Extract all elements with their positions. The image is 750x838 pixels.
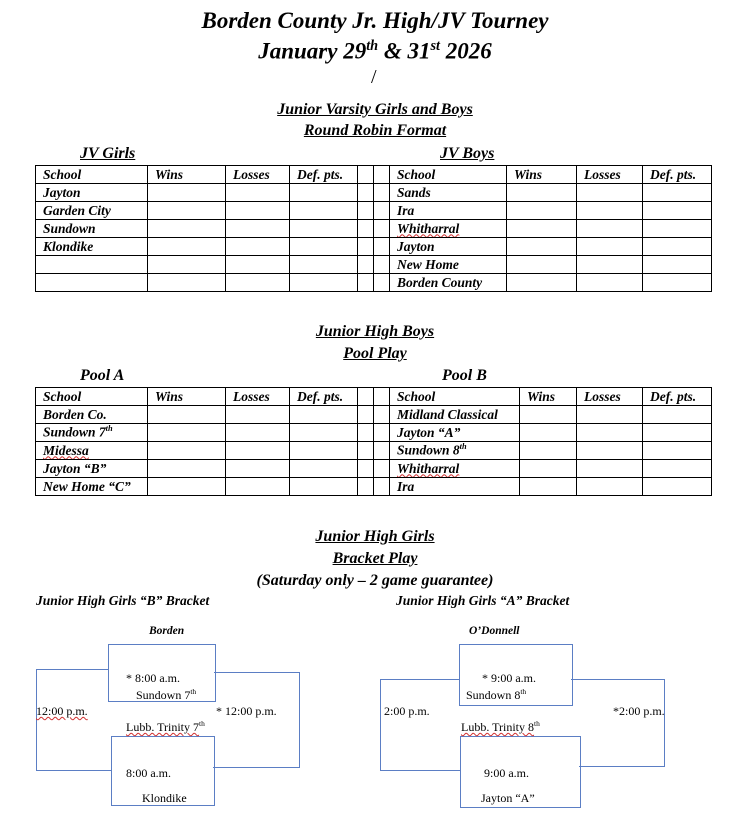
a-team-mid — [461, 719, 540, 735]
def-pts-cell — [643, 460, 712, 478]
wins-cell — [520, 442, 577, 460]
table-row — [36, 274, 712, 292]
table-header-row — [36, 166, 712, 184]
losses-cell — [577, 256, 643, 274]
school-cell: Ira — [390, 478, 520, 496]
def-pts-cell — [643, 274, 712, 292]
jh-girls-format: Bracket Play — [332, 550, 418, 567]
col-header: School — [390, 388, 520, 406]
wins-cell — [148, 424, 226, 442]
date-start-suffix: th — [366, 38, 379, 54]
bracket-line — [36, 669, 37, 771]
spacer-cell — [358, 442, 374, 460]
wins-cell — [148, 274, 226, 292]
jv-boys-label: JV Boys — [440, 145, 495, 162]
def-pts-cell — [643, 238, 712, 256]
team-name: Sundown 7 — [136, 688, 191, 702]
col-header: Wins — [148, 388, 226, 406]
team-name: Sundown 8 — [466, 688, 521, 702]
school-name: Sundown 8 — [397, 442, 460, 458]
ordinal-suffix: th — [105, 424, 113, 434]
spacer-cell — [374, 388, 390, 406]
losses-cell — [226, 424, 290, 442]
def-pts-cell — [290, 202, 358, 220]
spacer-cell — [374, 424, 390, 442]
school-cell — [390, 442, 520, 460]
school-cell — [390, 460, 520, 478]
school-name: Sundown 7 — [43, 424, 106, 440]
spacer-cell — [358, 406, 374, 424]
wins-cell — [148, 460, 226, 478]
date-year: 2026 — [440, 38, 492, 64]
slash-mark: / — [371, 66, 377, 88]
losses-cell — [226, 460, 290, 478]
losses-cell — [577, 406, 643, 424]
school-cell: Klondike — [36, 238, 148, 256]
school-cell: Jayton — [36, 184, 148, 202]
tourney-dates — [0, 38, 750, 65]
ordinal-suffix: th — [520, 687, 527, 696]
losses-cell — [226, 202, 290, 220]
school-cell — [36, 274, 148, 292]
col-header: School — [36, 388, 148, 406]
losses-cell — [226, 184, 290, 202]
bracket-line — [579, 766, 665, 767]
col-header: Losses — [577, 388, 643, 406]
spacer-cell — [374, 184, 390, 202]
spacer-cell — [358, 220, 374, 238]
spacer-cell — [374, 166, 390, 184]
school-cell: Midland Classical — [390, 406, 520, 424]
col-header: Def. pts. — [643, 388, 712, 406]
bracket-line — [380, 770, 460, 771]
wins-cell — [148, 442, 226, 460]
def-pts-cell — [643, 406, 712, 424]
bracket-line — [299, 672, 300, 768]
def-pts-cell — [290, 406, 358, 424]
school-cell: Borden Co. — [36, 406, 148, 424]
spacer-cell — [374, 406, 390, 424]
b-game2-time: 8:00 a.m. — [126, 766, 171, 780]
wins-cell — [507, 220, 577, 238]
school-cell: New Home — [390, 256, 507, 274]
spacer-cell — [358, 274, 374, 292]
col-header: Losses — [226, 166, 290, 184]
losses-cell — [577, 424, 643, 442]
jh-boys-heading: Junior High Boys — [315, 323, 435, 340]
bracket-line — [36, 770, 111, 771]
time-text: 12:00 p.m. — [36, 704, 88, 718]
losses-cell — [226, 274, 290, 292]
wins-cell — [520, 460, 577, 478]
a-bracket-site: O’Donnell — [469, 625, 520, 637]
b-bracket-label: Junior High Girls “B” Bracket — [36, 593, 210, 608]
col-header: Wins — [520, 388, 577, 406]
def-pts-cell — [290, 274, 358, 292]
date-mid: & 31 — [378, 38, 431, 64]
table-row — [36, 184, 712, 202]
col-header: Losses — [226, 388, 290, 406]
a-game1-time: * 9:00 a.m. — [482, 671, 536, 685]
pool-play-table — [35, 387, 712, 496]
school-cell — [36, 442, 148, 460]
col-header: School — [36, 166, 148, 184]
col-header: Def. pts. — [643, 166, 712, 184]
losses-cell — [226, 256, 290, 274]
table-row — [36, 460, 712, 478]
school-name: Whitharral — [397, 460, 460, 476]
a-team-bottom: Jayton “A” — [481, 791, 535, 805]
school-name: Whitharral — [397, 220, 460, 236]
bracket-line — [214, 672, 300, 673]
a-bracket-label: Junior High Girls “A” Bracket — [396, 593, 570, 608]
date-start: January 29 — [258, 38, 367, 64]
losses-cell — [577, 184, 643, 202]
spacer-cell — [374, 256, 390, 274]
losses-cell — [577, 274, 643, 292]
wins-cell — [148, 184, 226, 202]
wins-cell — [507, 184, 577, 202]
wins-cell — [148, 256, 226, 274]
losses-cell — [226, 442, 290, 460]
school-cell: Sands — [390, 184, 507, 202]
losses-cell — [577, 478, 643, 496]
spacer-cell — [358, 478, 374, 496]
def-pts-cell — [643, 220, 712, 238]
def-pts-cell — [643, 478, 712, 496]
spacer-cell — [358, 256, 374, 274]
losses-cell — [577, 460, 643, 478]
spacer-cell — [374, 220, 390, 238]
ordinal-suffix: th — [190, 687, 197, 696]
def-pts-cell — [643, 256, 712, 274]
wins-cell — [520, 424, 577, 442]
spacer-cell — [374, 202, 390, 220]
jv-format: Round Robin Format — [303, 122, 447, 139]
bracket-line — [380, 679, 459, 680]
def-pts-cell — [290, 442, 358, 460]
table-row — [36, 202, 712, 220]
school-cell — [36, 424, 148, 442]
table-row — [36, 220, 712, 238]
a-left-time: 2:00 p.m. — [384, 704, 430, 718]
def-pts-cell — [290, 478, 358, 496]
losses-cell — [577, 238, 643, 256]
def-pts-cell — [643, 424, 712, 442]
b-team-bottom: Klondike — [142, 791, 187, 805]
losses-cell — [577, 220, 643, 238]
bracket-line — [213, 767, 300, 768]
pool-a-label: Pool A — [80, 367, 125, 384]
ordinal-suffix: th — [534, 719, 540, 728]
jv-heading: Junior Varsity Girls and Boys — [277, 101, 473, 118]
jv-girls-label: JV Girls — [80, 145, 136, 162]
col-header: Wins — [507, 166, 577, 184]
table-row — [36, 406, 712, 424]
def-pts-cell — [643, 184, 712, 202]
spacer-cell — [374, 442, 390, 460]
spacer-cell — [358, 460, 374, 478]
col-header: Wins — [148, 166, 226, 184]
def-pts-cell — [290, 220, 358, 238]
jh-boys-format: Pool Play — [343, 345, 407, 362]
losses-cell — [226, 238, 290, 256]
ordinal-suffix: th — [459, 442, 467, 452]
col-header: Def. pts. — [290, 166, 358, 184]
school-cell: Jayton “B” — [36, 460, 148, 478]
wins-cell — [507, 274, 577, 292]
table-row — [36, 424, 712, 442]
bracket-line — [571, 679, 665, 680]
def-pts-cell — [290, 238, 358, 256]
losses-cell — [226, 220, 290, 238]
school-cell: Borden County — [390, 274, 507, 292]
team-name: Lubb. Trinity 8 — [461, 720, 535, 734]
def-pts-cell — [643, 202, 712, 220]
wins-cell — [148, 220, 226, 238]
a-game2-time: 9:00 a.m. — [484, 766, 529, 780]
b-team-mid — [126, 719, 205, 735]
wins-cell — [507, 202, 577, 220]
wins-cell — [507, 256, 577, 274]
wins-cell — [148, 478, 226, 496]
bracket-line — [664, 679, 665, 767]
def-pts-cell — [290, 424, 358, 442]
col-header: Def. pts. — [290, 388, 358, 406]
school-cell: Garden City — [36, 202, 148, 220]
b-game1-time: * 8:00 a.m. — [126, 671, 180, 685]
school-cell: Sundown — [36, 220, 148, 238]
spacer-cell — [358, 166, 374, 184]
def-pts-cell — [290, 184, 358, 202]
losses-cell — [226, 478, 290, 496]
col-header: Losses — [577, 166, 643, 184]
ordinal-suffix: th — [199, 719, 205, 728]
bracket-line — [36, 669, 108, 670]
school-name: Midessa — [43, 442, 89, 458]
wins-cell — [520, 478, 577, 496]
spacer-cell — [374, 274, 390, 292]
bracket-line — [380, 679, 381, 771]
spacer-cell — [358, 238, 374, 256]
b-right-time: * 12:00 p.m. — [216, 704, 277, 718]
table-row — [36, 478, 712, 496]
school-cell: Jayton “A” — [390, 424, 520, 442]
a-right-time: *2:00 p.m. — [613, 704, 665, 718]
jh-girls-heading: Junior High Girls — [315, 528, 435, 545]
losses-cell — [226, 406, 290, 424]
losses-cell — [577, 202, 643, 220]
wins-cell — [507, 238, 577, 256]
school-cell: Jayton — [390, 238, 507, 256]
wins-cell — [148, 202, 226, 220]
wins-cell — [148, 406, 226, 424]
b-left-time — [36, 704, 88, 719]
wins-cell — [148, 238, 226, 256]
spacer-cell — [358, 424, 374, 442]
table-row — [36, 442, 712, 460]
date-end-suffix: st — [430, 38, 441, 54]
school-cell: Ira — [390, 202, 507, 220]
spacer-cell — [374, 478, 390, 496]
school-cell — [390, 220, 507, 238]
def-pts-cell — [290, 460, 358, 478]
page-title: Borden County Jr. High/JV Tourney — [201, 8, 549, 33]
school-cell — [36, 256, 148, 274]
jv-standings-table — [35, 165, 712, 292]
spacer-cell — [358, 388, 374, 406]
b-bracket-site: Borden — [149, 625, 185, 637]
spacer-cell — [374, 238, 390, 256]
table-row — [36, 238, 712, 256]
table-header-row — [36, 388, 712, 406]
school-cell: New Home “C” — [36, 478, 148, 496]
spacer-cell — [374, 460, 390, 478]
a-team-top — [466, 687, 526, 703]
b-team-top — [136, 687, 196, 703]
def-pts-cell — [643, 442, 712, 460]
losses-cell — [577, 442, 643, 460]
game-guarantee-note: (Saturday only – 2 game guarantee) — [256, 572, 494, 589]
pool-b-label: Pool B — [442, 367, 487, 384]
team-name: Lubb. Trinity 7 — [126, 720, 200, 734]
table-row — [36, 256, 712, 274]
col-header: School — [390, 166, 507, 184]
spacer-cell — [358, 202, 374, 220]
spacer-cell — [358, 184, 374, 202]
wins-cell — [520, 406, 577, 424]
def-pts-cell — [290, 256, 358, 274]
